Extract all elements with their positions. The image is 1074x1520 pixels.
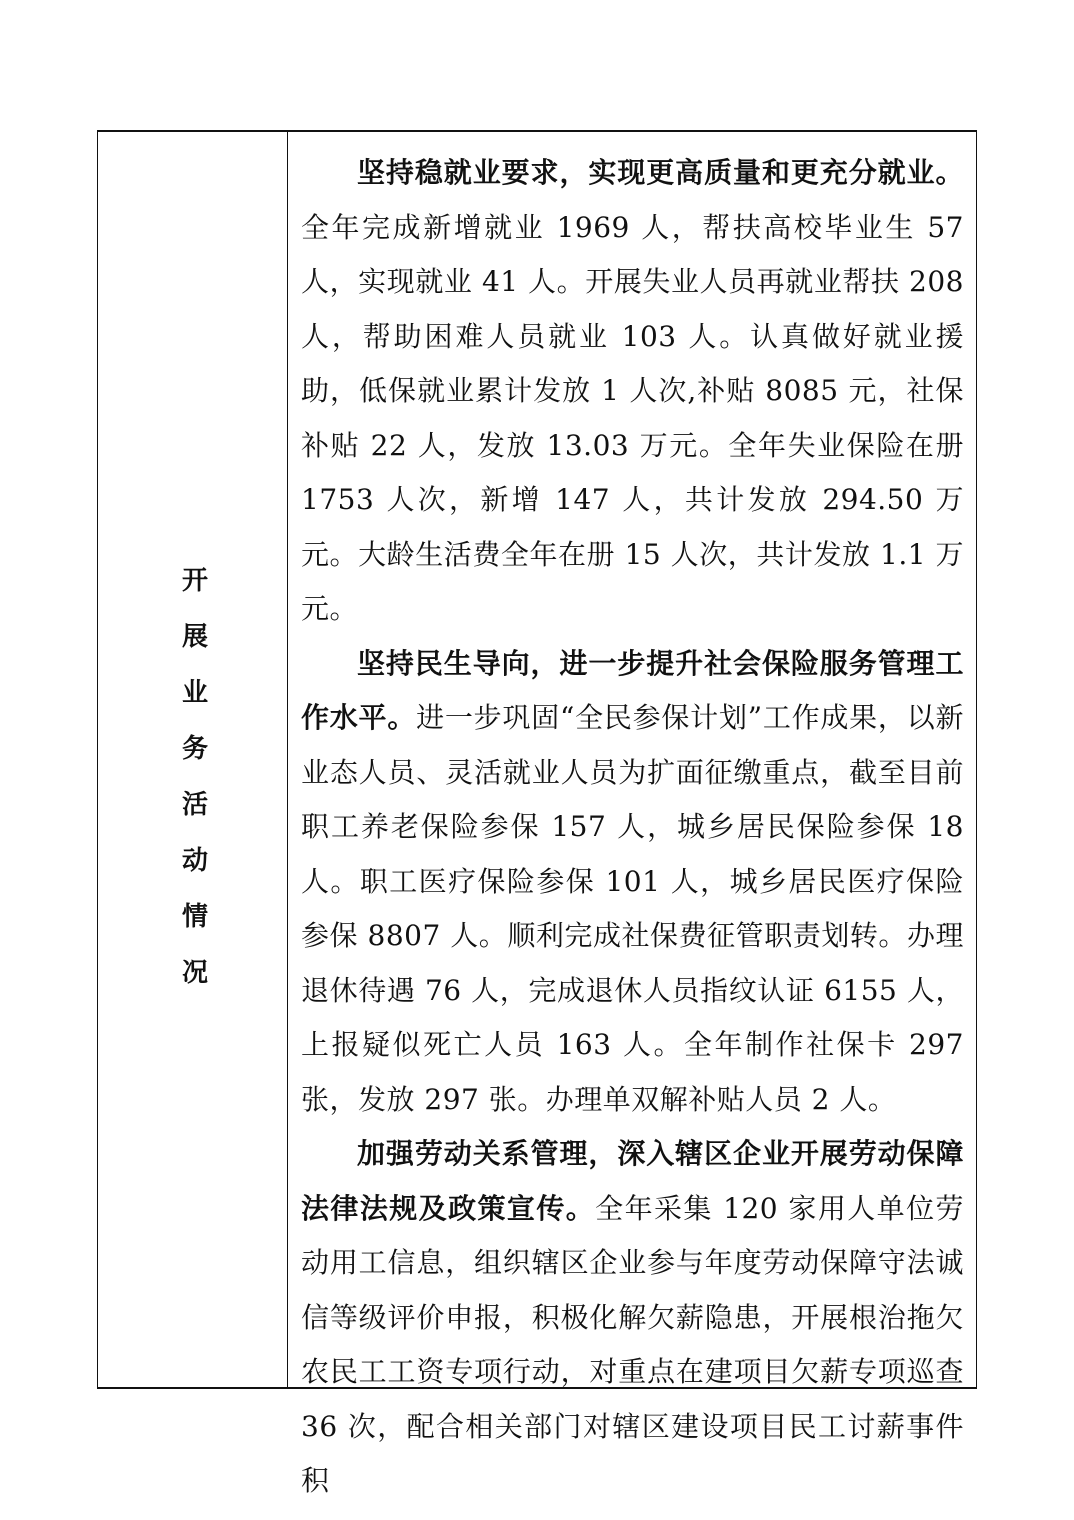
content-cell [289,132,976,1497]
row-label: 开展业务活动情况 [177,565,208,1014]
label-cell [98,132,288,1387]
paragraph-body: 进一步巩固“全民参保计划”工作成果，以新业态人员、灵活就业人员为扩面征缴重点，截至目前职工养老保险参保 157 人，城乡居民保险参保 18 人。职工医疗保险参保 101 人，城乡居民医疗保险参保 8807 人。顺利完成社保费征管职责划转。办理退休待遇 76 人，完成退休人员指纹认证 6155 人，上报疑似死亡人员 163 人。全年制作社保卡 297 张，发放 297 张。办理单双解补贴人员 2 人。 [301,701,964,1116]
paragraph-employment [301,146,964,637]
paragraph-social-insurance [301,637,964,1128]
paragraph-lead: 坚持稳就业要求，实现更高质量和更充分就业。 [357,156,964,189]
paragraph-body: 全年采集 120 家用人单位劳动用工信息，组织辖区企业参与年度劳动保障守法诚信等级评价申报，积极化解欠薪隐患，开展根治拖欠农民工工资专项行动，对重点在建项目欠薪专项巡查 36 次，配合相关部门对辖区建设项目民工讨薪事件积 [301,1191,964,1497]
paragraph-body: 全年完成新增就业 1969 人，帮扶高校毕业生 57 人，实现就业 41 人。开展失业人员再就业帮扶 208 人，帮助困难人员就业 103 人。认真做好就业援助，低保就业累计发放 1 人次,补贴 8085 元，社保补贴 22 人，发放 13.03 万元。全年失业保险在册 1753 人次，新增 147 人，共计发放 294.50 万元。大龄生活费全年在册 15 人次，共计发放 1.1 万元。 [301,210,964,625]
paragraph-labor-relations [301,1127,964,1509]
paragraph-lead: 坚持民生导向，进一步提升社会保险服务管理工作水平。 [301,646,964,734]
activity-table [97,130,977,1497]
paragraph-lead: 加强劳动关系管理，深入辖区企业开展劳动保障法律法规及政策宣传。 [301,1137,964,1225]
